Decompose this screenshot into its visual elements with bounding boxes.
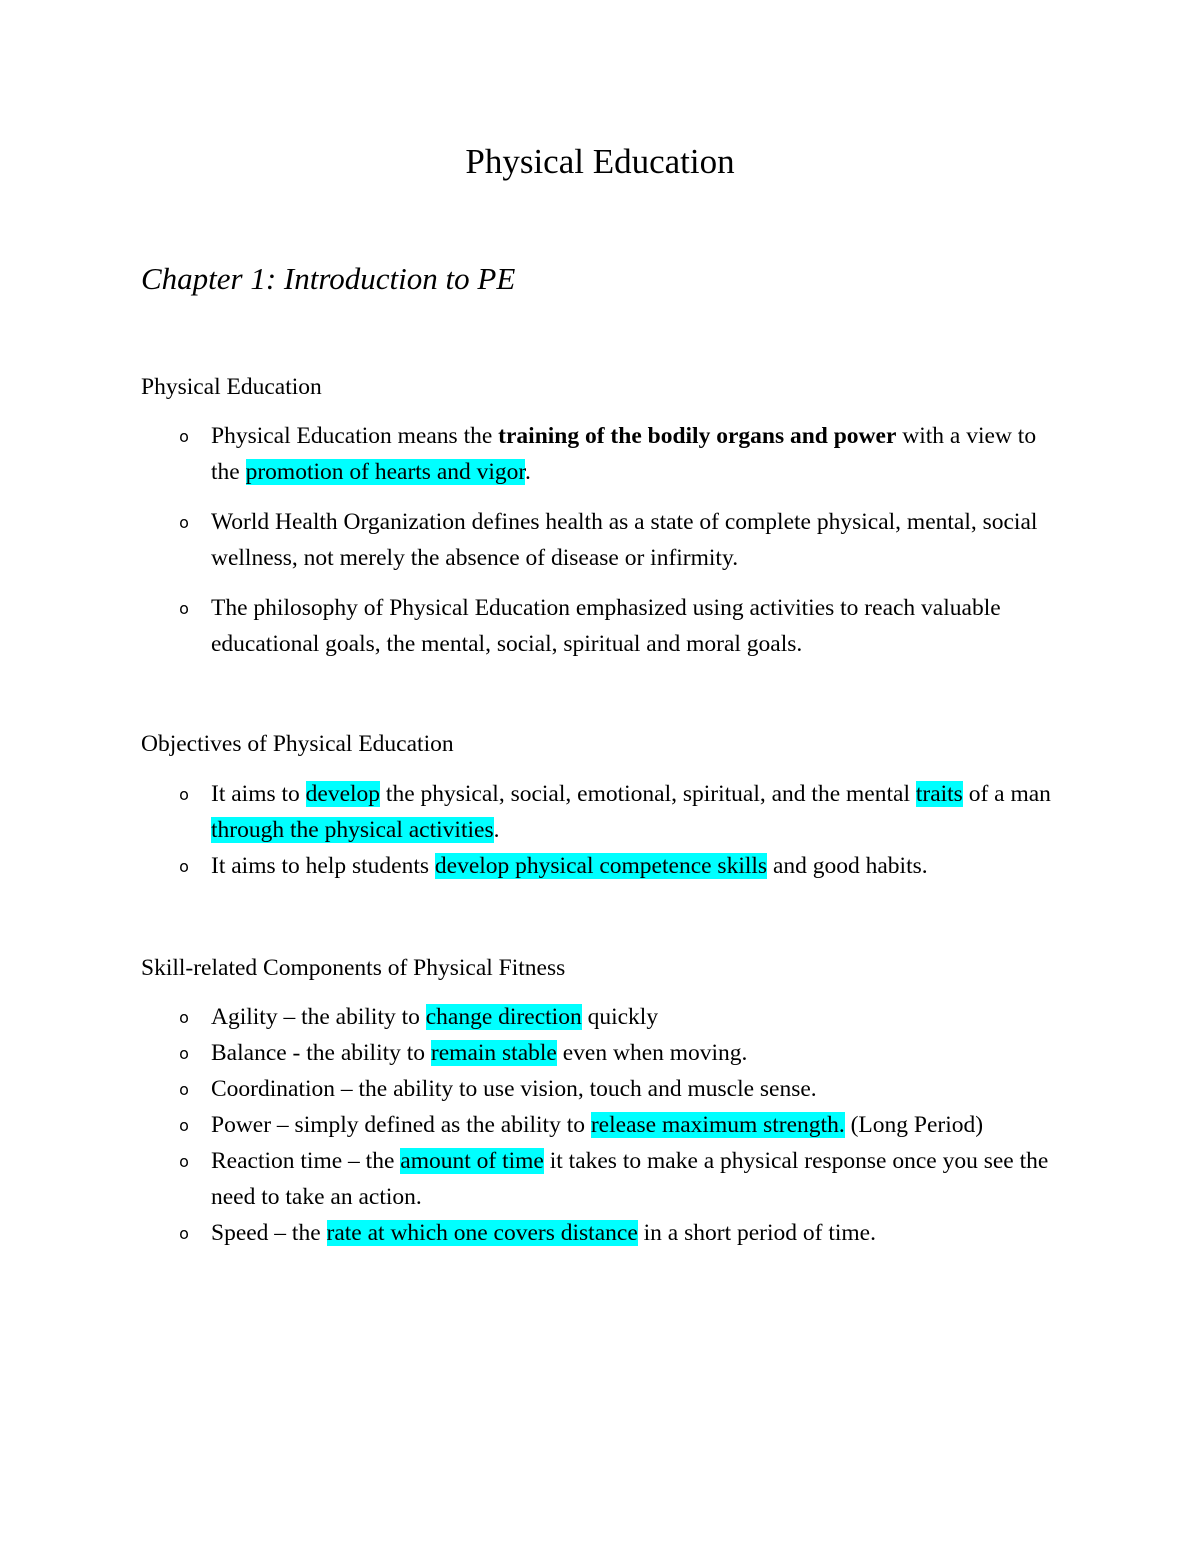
- highlighted-text: through the physical activities: [211, 817, 494, 843]
- highlighted-text: change direction: [425, 1004, 582, 1030]
- list-item-text: [211, 1004, 658, 1030]
- text-run: of a man: [962, 781, 1051, 807]
- text-run: Balance - the ability to: [211, 1040, 431, 1066]
- bullet-icon: o: [179, 1044, 189, 1063]
- highlighted-text: promotion of hearts and vigor: [245, 459, 525, 485]
- list-item: [0, 1035, 1061, 1071]
- text-run: Speed – the: [211, 1220, 327, 1246]
- list-item-text: [211, 1076, 817, 1102]
- list-item-text: [211, 423, 1036, 485]
- section-heading-physical-education: Physical Education: [141, 374, 322, 400]
- section-heading-skill-components: Skill-related Components of Physical Fitness: [141, 955, 566, 981]
- text-run: World Health Organization defines health as a state of complete physical, mental, social wellness, not merely the absence of disease or infirmity.: [211, 509, 1038, 571]
- list-item: [0, 418, 1061, 490]
- page-title: Physical Education: [465, 142, 735, 181]
- bullet-list-objectives: [0, 776, 1200, 884]
- list-item-text: [211, 1148, 1048, 1210]
- list-item-text: [211, 509, 1037, 571]
- bullet-icon: o: [179, 1116, 189, 1135]
- list-item: [0, 848, 1061, 884]
- text-run: quickly: [581, 1004, 659, 1030]
- bullet-icon: o: [179, 1152, 189, 1171]
- bullet-icon: o: [179, 785, 189, 804]
- bullet-icon: o: [179, 1224, 189, 1243]
- list-item: [0, 999, 1061, 1035]
- highlighted-text: develop: [305, 781, 381, 807]
- highlighted-text: remain stable: [430, 1040, 557, 1066]
- bullet-list-skill-components: [0, 999, 1200, 1251]
- text-run: Agility – the ability to: [211, 1004, 426, 1030]
- text-run: in a short period of time.: [637, 1220, 876, 1246]
- bullet-icon: o: [179, 599, 189, 618]
- text-run: It aims to help students: [211, 853, 435, 879]
- text-run: with a view to the: [211, 423, 1037, 485]
- text-run: Power – simply defined as the ability to: [211, 1112, 591, 1138]
- highlighted-text: develop physical competence skills: [434, 853, 768, 879]
- bullet-icon: o: [179, 1008, 189, 1027]
- list-item: [0, 504, 1061, 576]
- chapter-heading: Chapter 1: Introduction to PE: [141, 261, 516, 296]
- text-run: (Long Period): [844, 1112, 984, 1138]
- list-item: [0, 1071, 1061, 1107]
- highlighted-text: traits: [915, 781, 963, 807]
- list-item-text: [211, 853, 928, 879]
- section-heading-objectives: Objectives of Physical Education: [141, 731, 454, 757]
- list-item-text: [211, 595, 1001, 657]
- list-item: [0, 1107, 1061, 1143]
- list-item: [0, 776, 1061, 848]
- list-item-text: [211, 1112, 983, 1138]
- text-run: Coordination – the ability to use vision, touch and muscle sense.: [211, 1076, 817, 1102]
- bullet-icon: o: [179, 857, 189, 876]
- text-run: It aims to: [211, 781, 306, 807]
- text-run: .: [524, 459, 531, 485]
- highlighted-text: release maximum strength.: [590, 1112, 845, 1138]
- bullet-list-physical-education: [0, 418, 1200, 662]
- bullet-icon: o: [179, 427, 189, 446]
- text-run: .: [493, 817, 500, 843]
- list-item-text: [211, 1220, 876, 1246]
- text-run: even when moving.: [556, 1040, 748, 1066]
- list-item: [0, 1215, 1061, 1251]
- list-item: [0, 590, 1061, 662]
- bold-text: training of the bodily organs and power: [498, 423, 897, 449]
- list-item-text: [211, 1040, 747, 1066]
- text-run: and good habits.: [767, 853, 928, 879]
- list-item-text: [211, 781, 1051, 843]
- text-run: the physical, social, emotional, spiritual, and the mental: [380, 781, 916, 807]
- text-run: The philosophy of Physical Education emphasized using activities to reach valuable educational goals, the mental, social, spiritual and moral goals.: [211, 595, 1001, 657]
- text-run: Reaction time – the: [211, 1148, 401, 1174]
- highlighted-text: rate at which one covers distance: [326, 1220, 638, 1246]
- highlighted-text: amount of time: [400, 1148, 544, 1174]
- bullet-icon: o: [179, 513, 189, 532]
- text-run: it takes to make a physical response once you see the need to take an action.: [211, 1148, 1049, 1210]
- list-item: [0, 1143, 1061, 1215]
- bullet-icon: o: [179, 1080, 189, 1099]
- text-run: Physical Education means the: [211, 423, 499, 449]
